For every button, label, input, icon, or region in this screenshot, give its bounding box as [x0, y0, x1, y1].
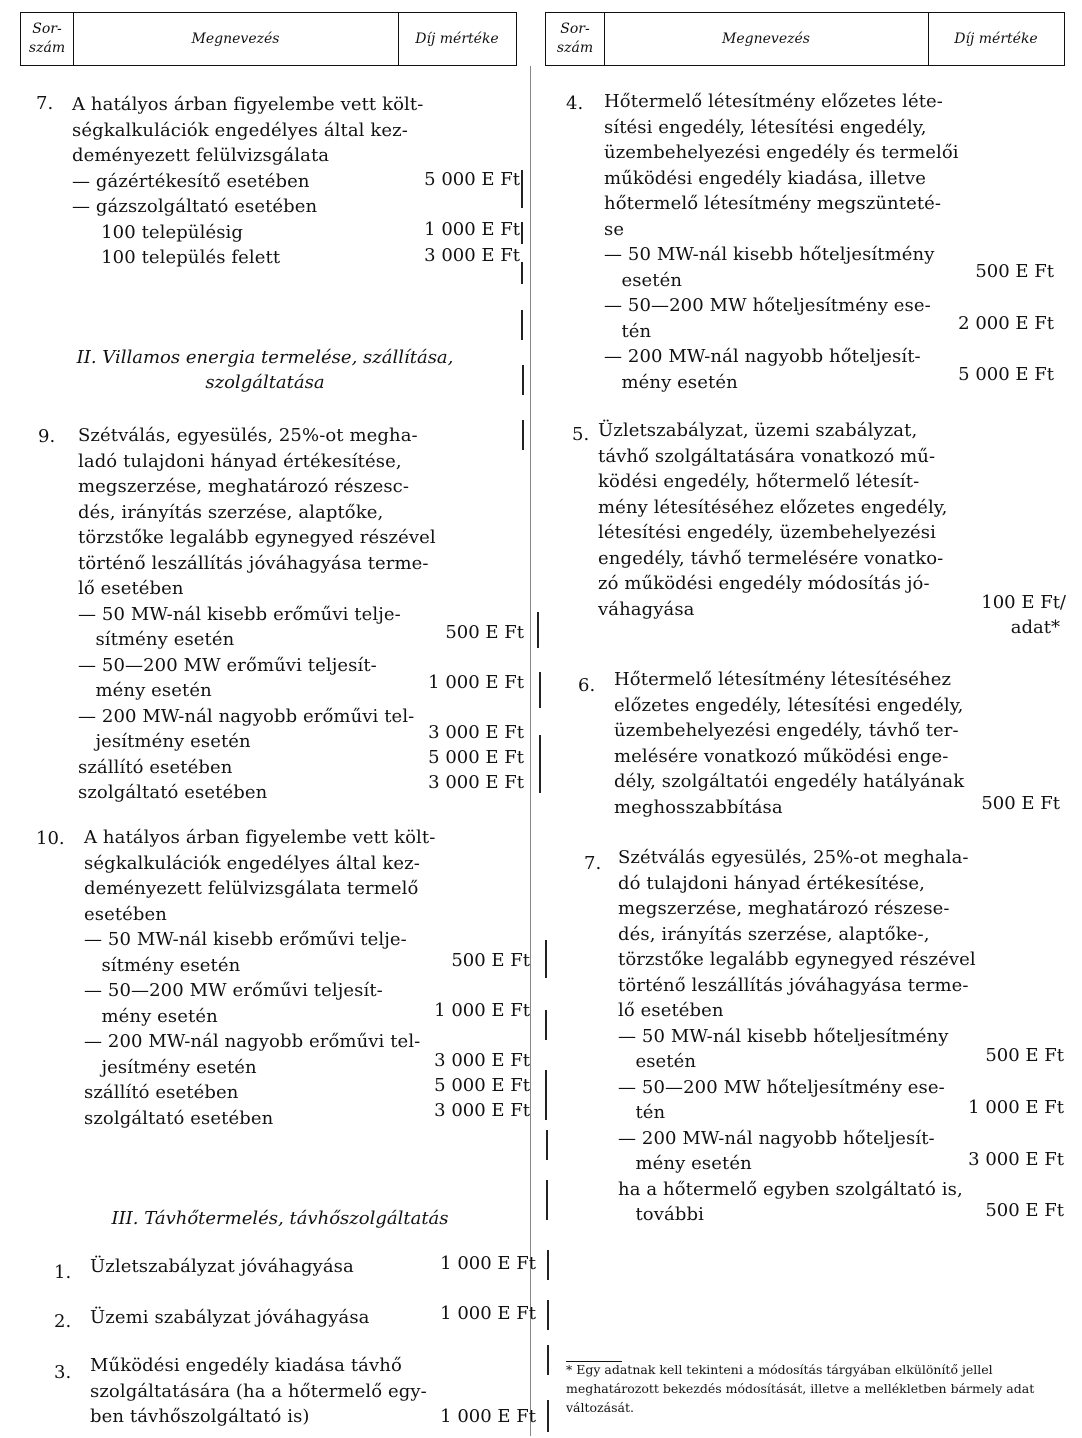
header-col-name: Megnevezés	[722, 30, 810, 47]
section-heading: III. Távhőtermelés, távhőszolgáltatás	[111, 1208, 449, 1229]
margin-bar	[521, 310, 523, 340]
fee-value: 500 E Ft	[981, 793, 1060, 814]
fee-value: 2 000 E Ft	[958, 313, 1054, 334]
margin-bar	[539, 735, 541, 793]
item-text: A hatályos árban figyelembe vett költ- ségkalkulációk engedélyes által kez- deményezett felülvizsgálata termelő esetében — 50 MW-nál kisebb erőművi telje- sítmény esetén — 50—200 MW erőművi teljesít- mény esetén — 200 MW-nál nagyobb erőművi tel- jesítmény esetén szállító esetében szolgáltató esetében	[84, 827, 436, 1129]
fee-value: 500 E Ft	[445, 622, 524, 643]
fee-value: 1 000 E Ft	[968, 1097, 1064, 1118]
item-number: 1.	[54, 1262, 72, 1283]
fee-value: 5 000 E Ft	[434, 1075, 530, 1096]
table-header-right	[545, 12, 1065, 66]
margin-bar	[546, 1180, 548, 1220]
item-text: Hőtermelő létesítmény létesítéséhez előzetes engedély, létesítési engedély, üzembehelyezési engedély, távhő ter- melésére vonatkozó működési enge- dély, szolgáltatói engedély hatályának meghosszabbítása	[614, 669, 965, 818]
margin-bar	[547, 1300, 549, 1330]
header-col-number: Sor- szám	[556, 21, 594, 56]
margin-bar	[545, 940, 547, 978]
item-number: 2.	[54, 1311, 72, 1332]
header-col-fee: Díj mértéke	[415, 30, 499, 47]
item-text: Szétválás, egyesülés, 25%-ot megha- ladó tulajdoni hányad értékesítése, megszerzése, meghatározó részesc- dés, irányítás szerzése, alaptőke, törzstőke legalább egynegyed részével történő leszállítás jóváhagyása terme- lő esetében — 50 MW-nál kisebb erőművi telje- sítmény esetén — 50—200 MW erőművi teljesít- mény esetén — 200 MW-nál nagyobb erőművi tel- jesítmény esetén szállító esetében szolgáltató esetében	[78, 425, 436, 803]
margin-bar	[521, 262, 523, 284]
fee-value: 3 000 E Ft	[968, 1149, 1064, 1170]
table-header-left	[20, 12, 517, 66]
fee-value: 5 000 E Ft	[958, 364, 1054, 385]
item-number: 9.	[38, 426, 56, 447]
item-text: Üzletszabályzat jóváhagyása	[90, 1256, 354, 1277]
fee-value: 100 E Ft/	[981, 592, 1066, 613]
margin-bar	[546, 1130, 548, 1160]
fee-value: 3 000 E Ft	[434, 1050, 530, 1071]
fee-value: 5 000 E Ft	[424, 169, 520, 190]
fee-value: 5 000 E Ft	[428, 747, 524, 768]
margin-bar	[521, 222, 523, 244]
fee-value: 500 E Ft	[985, 1045, 1064, 1066]
margin-bar	[539, 672, 541, 708]
fee-value: 3 000 E Ft	[428, 722, 524, 743]
header-col-number: Sor- szám	[28, 21, 66, 56]
item-text: Üzletszabályzat, üzemi szabályzat, távhő szolgáltatására vonatkozó mű- ködési engedély, hőtermelő létesít- mény létesítéséhez előzetes engedély, létesítési engedély, üzembehelyezési engedély, távhő termelésére vonatko- zó működési engedély módosítás jó- váhagyása	[598, 420, 948, 620]
margin-bar	[547, 1345, 549, 1375]
fee-value: 1 000 E Ft	[434, 1000, 530, 1021]
margin-bar	[547, 1250, 549, 1280]
fee-value: 1 000 E Ft	[428, 672, 524, 693]
fee-value: 500 E Ft	[975, 261, 1054, 282]
fee-value: 1 000 E Ft	[424, 219, 520, 240]
fee-value: 3 000 E Ft	[428, 772, 524, 793]
header-col-name: Megnevezés	[191, 30, 280, 47]
footnote: * Egy adatnak kell tekinteni a módosítás tárgyában elkülönítő jellel meghatározott bekezdés módosítását, illetve a mellékletben bármely adat változását.	[566, 1362, 1035, 1415]
item-number: 3.	[54, 1362, 72, 1383]
margin-bar	[522, 365, 524, 395]
item-text: Hőtermelő létesítmény előzetes léte- sítési engedély, létesítési engedély, üzembehelyezési engedély és termelői működési engedély kiadása, illetve hőtermelő létesítmény megszünteté- se — 50 MW-nál kisebb hőteljesítmény esetén — 50—200 MW hőteljesítmény ese- tén — 200 MW-nál nagyobb hőteljesít- mény esetén	[604, 91, 959, 393]
fee-value: 1 000 E Ft	[440, 1253, 536, 1274]
header-col-fee: Díj mértéke	[954, 30, 1038, 47]
fee-value: 3 000 E Ft	[424, 245, 520, 266]
column-divider	[530, 66, 531, 1436]
item-number: 7.	[584, 853, 602, 874]
fee-value: adat*	[1010, 617, 1060, 638]
item-text: Működési engedély kiadása távhő szolgáltatására (ha a hőtermelő egy- ben távhőszolgáltató is)	[90, 1355, 427, 1427]
margin-bar	[521, 170, 523, 208]
item-number: 10.	[36, 828, 65, 849]
item-number: 7.	[36, 93, 54, 114]
margin-bar	[537, 612, 539, 648]
fee-value: 3 000 E Ft	[434, 1100, 530, 1121]
item-text: A hatályos árban figyelembe vett költ- ségkalkulációk engedélyes által kez- deményezett felülvizsgálata — gázértékesítő esetében — gázszolgáltató esetében 100 településig 100 település felett	[72, 94, 424, 268]
fee-value: 1 000 E Ft	[440, 1406, 536, 1427]
margin-bar	[547, 1400, 549, 1432]
margin-bar	[522, 420, 524, 450]
section-heading: II. Villamos energia termelése, szállítása, szolgáltatása	[76, 347, 454, 393]
fee-value: 500 E Ft	[985, 1200, 1064, 1221]
margin-bar	[545, 1010, 547, 1040]
item-number: 5.	[572, 424, 590, 445]
item-number: 6.	[578, 675, 596, 696]
fee-value: 500 E Ft	[451, 950, 530, 971]
item-text: Üzemi szabályzat jóváhagyása	[90, 1307, 370, 1328]
item-number: 4.	[566, 93, 584, 114]
fee-value: 1 000 E Ft	[440, 1303, 536, 1324]
item-text: Szétválás egyesülés, 25%-ot meghala- dó tulajdoni hányad értékesítése, megszerzése, meghatározó részese- dés, irányítás szerzése, alaptőke-, törzstőke legalább egynegyed részével történő leszállítás jóváhagyása terme- lő esetében — 50 MW-nál kisebb hőteljesítmény esetén — 50—200 MW hőteljesítmény ese- tén — 200 MW-nál nagyobb hőteljesít- mény esetén ha a hőtermelő egyben szolgáltató is, további	[618, 847, 976, 1225]
margin-bar	[545, 1070, 547, 1120]
